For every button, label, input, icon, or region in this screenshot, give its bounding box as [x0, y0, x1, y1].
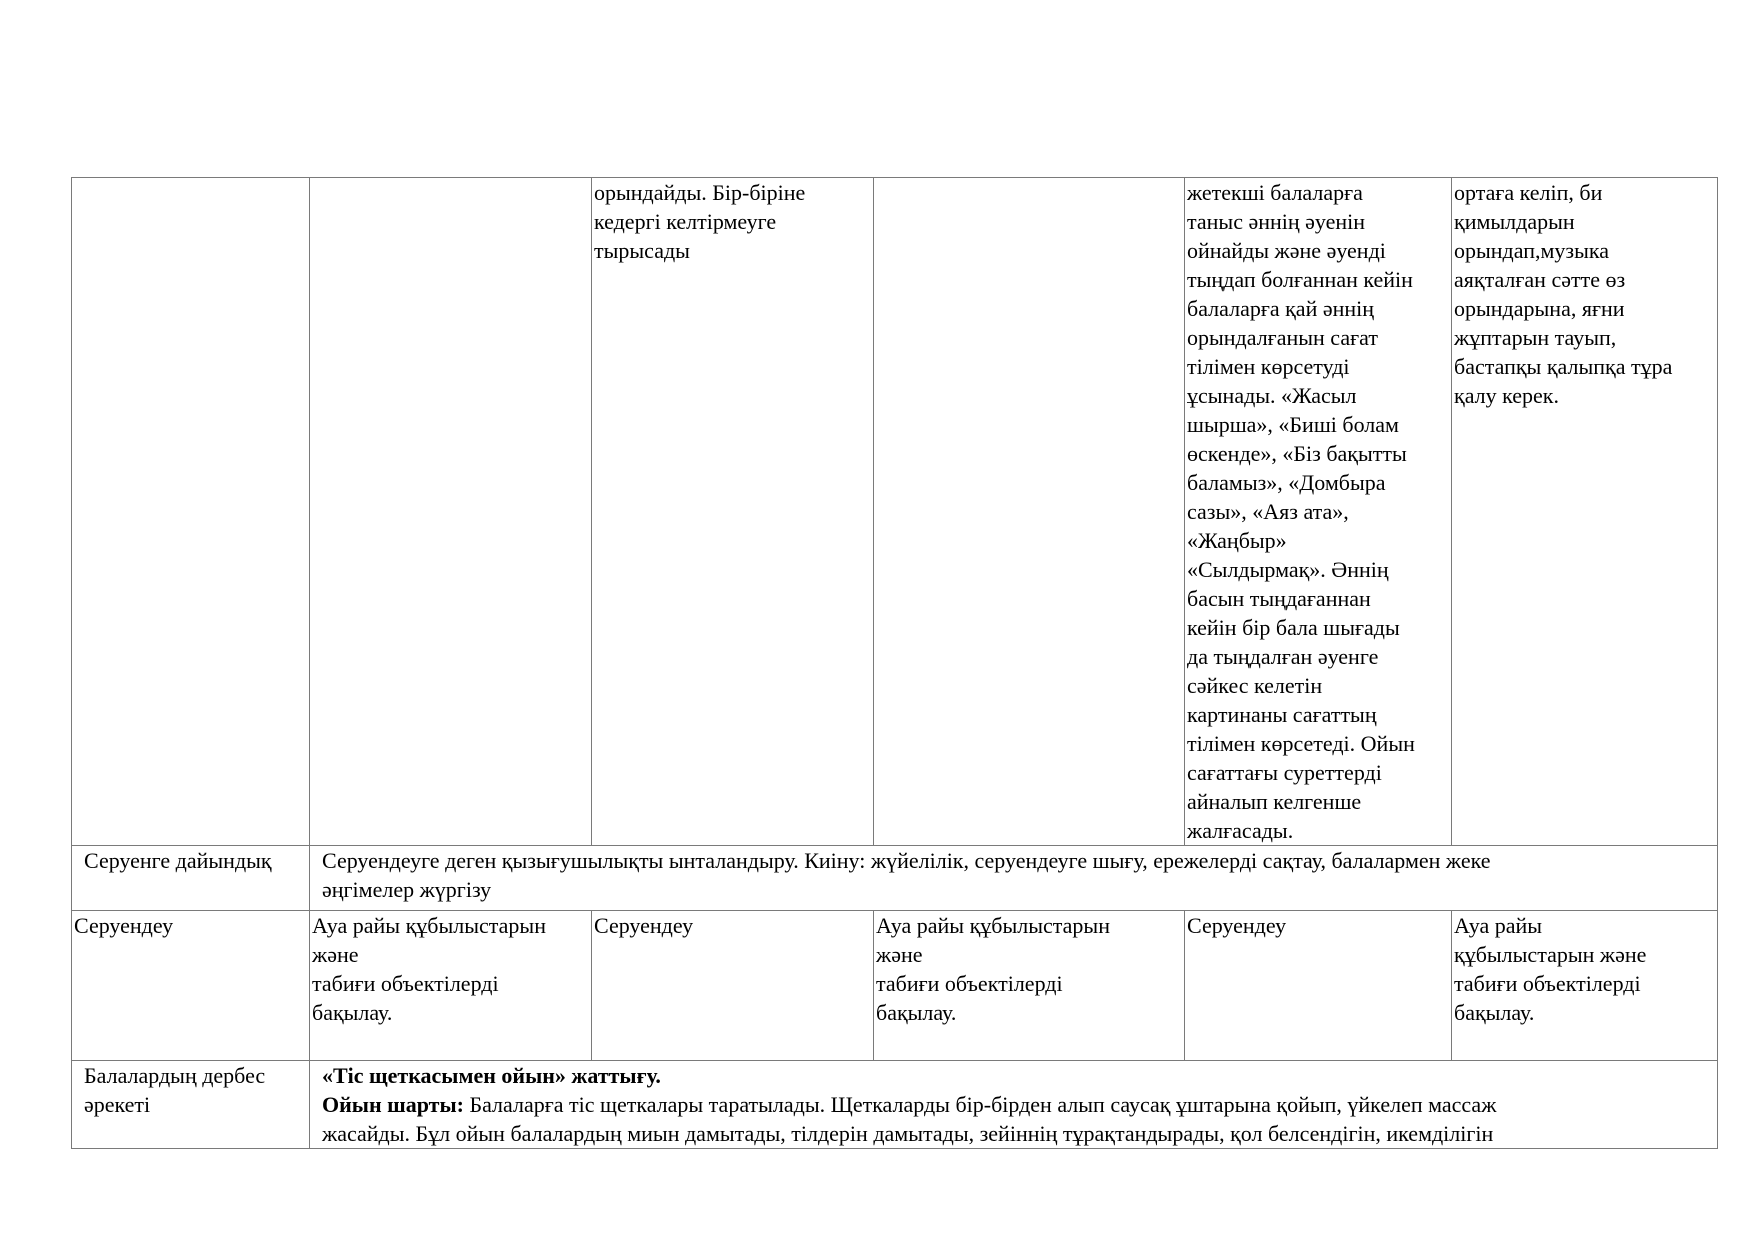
activity-cell: жетекші балаларға таныс әннің әуенін ойнайды және әуенді тыңдап болғаннан кейін балаларға қай әннің орындалғанын сағат тілімен көрсетуді ұсынады. «Жасыл шырша», «Биші болам өскенде», «Біз бақытты баламыз», «Домбыра сазы», «Аяз ата», «Жаңбыр» «Сылдырмақ». Әннің басын тыңдағаннан кейін бір бала шығады да тыңдалған әуенге сәйкес келетін картинаны сағаттың тілімен көрсетеді. Ойын сағаттағы суреттерді айналып келгенше жалғасады. — [1185, 178, 1452, 846]
walk-cell: Ауа райы құбылыстарын және табиғи объектілерді бақылау. — [310, 911, 592, 1061]
empty-cell — [874, 178, 1185, 846]
independent-activity-content — [310, 1061, 1718, 1149]
walk-cell: Серуендеу — [1185, 911, 1452, 1061]
empty-cell — [72, 178, 310, 846]
row-label-walk-prep: Серуенге дайындық — [72, 846, 310, 911]
table-row — [72, 178, 1718, 846]
table-row — [72, 1061, 1718, 1149]
table-row — [72, 911, 1718, 1061]
game-title: «Тіс щеткасымен ойын» жаттығу. — [322, 1063, 661, 1088]
empty-cell — [310, 178, 592, 846]
walk-cell: Серуендеу — [592, 911, 874, 1061]
game-rules-text: Балаларға тіс щеткалары таратылады. Щеткаларды бір-бірден алып саусақ ұштарына қойып, үйкелеп массаж жасайды. Бұл ойын балалардың миын дамытады, тілдерін дамытады, зейіннің тұрақтандырады, қол белсендігін, икемділігін — [322, 1092, 1497, 1146]
activity-cell: ортаға келіп, би қимылдарын орындап,музыка аяқталған сәтте өз орындарына, яғни жұптарын тауып, бастапқы қалыпқа тұра қалу керек. — [1452, 178, 1718, 846]
walk-prep-content: Серуендеуге деген қызығушылықты ынталандыру. Киіну: жүйелілік, серуендеуге шығу, ережелерді сақтау, балалармен жеке әңгімелер жүргізу — [310, 846, 1718, 911]
row-label-walk: Серуендеу — [72, 911, 310, 1061]
walk-cell: Ауа райы құбылыстарын және табиғи объектілерді бақылау. — [1452, 911, 1718, 1061]
walk-cell: Ауа райы құбылыстарын және табиғи объектілерді бақылау. — [874, 911, 1185, 1061]
row-label-independent-activity: Балалардың дербес әрекеті — [72, 1061, 310, 1149]
table-row — [72, 846, 1718, 911]
schedule-table — [71, 177, 1718, 1149]
activity-cell: орындайды. Бір-біріне кедергі келтірмеуге тырысады — [592, 178, 874, 846]
game-rules-label: Ойын шарты: — [322, 1092, 464, 1117]
